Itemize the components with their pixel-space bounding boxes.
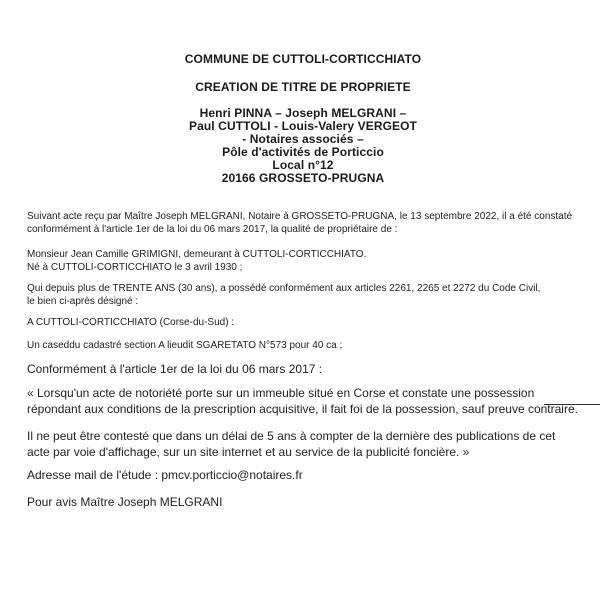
office-city: 20166 GROSSETO-PRUGNA (221, 171, 385, 185)
office-local: Local n°12 (272, 158, 334, 172)
quote-line: « Lorsqu'un acte de notoriété porte sur un immeuble situé en Corse et constate une possession (27, 386, 535, 400)
notaries-line: Paul CUTTOLI - Louis-Valery VERGEOT (189, 119, 417, 133)
owner-line: Né à CUTTOLI-CORTICCHIATO le 3 avril 1930 ; (27, 262, 243, 273)
contest-line: Il ne peut être contesté que dans un délai de 5 ans à compter de la dernière des publications de cet (27, 429, 556, 443)
parcel-line: Un caseddu cadastré section A lieudit SGARETATO N°573 pour 40 ca ; (27, 340, 343, 351)
underline-rule (544, 404, 600, 405)
owner-paragraph (27, 248, 366, 274)
notaries-line: Henri PINNA – Joseph MELGRANI – (199, 106, 407, 120)
email-line: Adresse mail de l'étude : pmcv.porticcio@notaires.fr (27, 468, 303, 482)
acte-line: Suivant acte reçu par Maître Joseph MELGRANI, Notaire à GROSSETO-PRUGNA, le 13 septembre 2022, il a été constaté (27, 211, 573, 222)
conformement-line: Conformément à l'article 1er de la loi du 06 mars 2017 : (27, 362, 323, 376)
contest-line: acte par voie d'affichage, sur un site internet et au service de la publicité foncière. » (27, 445, 470, 459)
quote-line: répondant aux conditions de la prescription acquisitive, il fait foi de la possession, sauf preuve contraire. (27, 402, 578, 416)
commune-heading: COMMUNE DE CUTTOLI-CORTICCHIATO (184, 52, 422, 66)
notaries-block (0, 107, 606, 185)
contest-paragraph (27, 428, 555, 460)
owner-line: Monsieur Jean Camille GRIMIGNI, demeurant à CUTTOLI-CORTICCHIATO. (27, 249, 367, 260)
notice-title: CREATION DE TITRE DE PROPRIETE (195, 80, 411, 94)
possession-paragraph (27, 282, 540, 308)
location-line: A CUTTOLI-CORTICCHIATO (Corse-du-Sud) : (27, 317, 235, 328)
signature-line: Pour avis Maître Joseph MELGRANI (27, 495, 223, 509)
office-name: Pôle d'activités de Porticcio (222, 145, 384, 159)
acte-line: conformément à l'article 1er de la loi du 06 mars 2017, la qualité de propriétaire de : (27, 224, 398, 235)
possession-line: le bien ci-après désigné : (27, 296, 139, 307)
notaries-line: - Notaires associés – (242, 132, 364, 146)
possession-line: Qui depuis plus de TRENTE ANS (30 ans), a possédé conformément aux articles 2261, 2265 et 2272 du Code Civil, (27, 283, 541, 294)
quote-paragraph (27, 385, 578, 417)
acte-paragraph (27, 210, 572, 236)
